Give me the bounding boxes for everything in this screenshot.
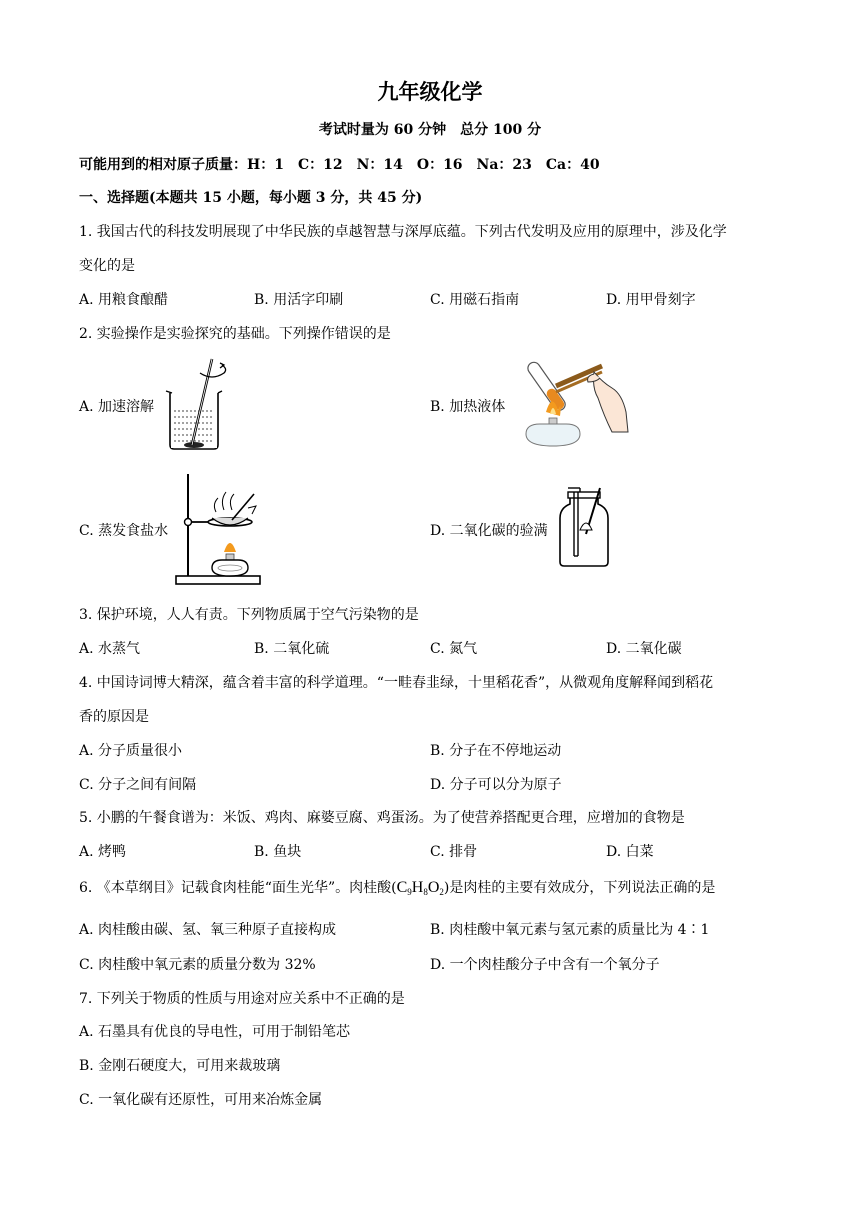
exam-info: 考试时量为 60 分钟 总分 100 分 (318, 122, 542, 138)
question-2-stem: 2. 实验操作是实验探究的基础。下列操作错误的是 (79, 326, 391, 342)
question-6-option-c: C. 肉桂酸中氧元素的质量分数为 32% (79, 957, 316, 973)
question-1-option-c: C. 用磁石指南 (430, 292, 520, 308)
question-5-option-c: C. 排骨 (430, 844, 478, 860)
cinnamic-acid-formula: $C_9H_8O_2$ (396, 879, 444, 897)
question-3-option-b: B. 二氧化硫 (254, 641, 330, 657)
question-6-option-d: D. 一个肉桂酸分子中含有一个氧分子 (430, 957, 660, 973)
question-1-stem-line-2: 变化的是 (79, 258, 135, 274)
beaker-stirring-icon (162, 355, 232, 451)
question-6-stem (79, 877, 715, 897)
question-7-option-a: A. 石墨具有优良的导电性，可用于制铅笔芯 (79, 1024, 351, 1040)
question-2-option-a: A. 加速溶解 (79, 399, 155, 415)
question-5-stem: 5. 小鹏的午餐食谱为：米饭、鸡肉、麻婆豆腐、鸡蛋汤。为了使营养搭配更合理，应增加的食物是 (79, 810, 685, 826)
question-7-option-c: C. 一氧化碳有还原性，可用来冶炼金属 (79, 1092, 323, 1108)
question-3-option-c: C. 氮气 (430, 641, 478, 657)
section-heading: 一、选择题(本题共 15 小题，每小题 3 分，共 45 分) (79, 190, 423, 206)
question-1-option-a: A. 用粮食酿醋 (79, 292, 169, 308)
question-6-option-a: A. 肉桂酸由碳、氢、氧三种原子直接构成 (79, 922, 337, 938)
question-7-stem: 7. 下列关于物质的性质与用途对应关系中不正确的是 (79, 991, 405, 1007)
question-6-stem-post: )是肉桂的主要有效成分，下列说法正确的是 (443, 880, 716, 896)
question-6-stem-pre: 6. 《本草纲目》记载食肉桂能“面生光华”。肉桂酸( (79, 880, 397, 896)
question-4-option-d: D. 分子可以分为原子 (430, 777, 562, 793)
page-title: 九年级化学 (377, 79, 483, 104)
question-4-stem-line-1: 4. 中国诗词博大精深，蕴含着丰富的科学道理。“一畦春韭绿，十里稻花香”，从微观角度解释闻到稻花 (79, 675, 714, 691)
question-7-option-b: B. 金刚石硬度大，可用来裁玻璃 (79, 1058, 281, 1074)
question-1-stem-line-1: 1. 我国古代的科技发明展现了中华民族的卓越智慧与深厚底蕴。下列古代发明及应用的原理中，涉及化学 (79, 224, 727, 240)
question-4-option-b: B. 分子在不停地运动 (430, 743, 562, 759)
atomic-mass-line: 可能用到的相对原子质量：H：1 C：12 N：14 O：16 Na：23 Ca：40 (79, 157, 600, 173)
question-2-option-c: C. 蒸发食盐水 (79, 523, 169, 539)
question-1-option-b: B. 用活字印刷 (254, 292, 344, 308)
question-4-option-c: C. 分子之间有间隔 (79, 777, 197, 793)
question-3-stem: 3. 保护环境，人人有责。下列物质属于空气污染物的是 (79, 607, 419, 623)
question-3-option-a: A. 水蒸气 (79, 641, 141, 657)
question-4-option-a: A. 分子质量很小 (79, 743, 183, 759)
evaporating-dish-icon (172, 470, 264, 586)
gas-bottle-match-icon (556, 486, 612, 568)
question-5-option-b: B. 鱼块 (254, 844, 302, 860)
question-1-option-d: D. 用甲骨刻字 (606, 292, 696, 308)
question-5-option-d: D. 白菜 (606, 844, 654, 860)
question-2-option-d: D. 二氧化碳的验满 (430, 523, 548, 539)
question-2-option-b: B. 加热液体 (430, 399, 506, 415)
question-4-stem-line-2: 香的原因是 (79, 709, 149, 725)
question-3-option-d: D. 二氧化碳 (606, 641, 682, 657)
question-6-option-b: B. 肉桂酸中氧元素与氢元素的质量比为 4∶1 (430, 922, 710, 938)
test-tube-heating-icon (506, 352, 630, 452)
question-5-option-a: A. 烤鸭 (79, 844, 127, 860)
